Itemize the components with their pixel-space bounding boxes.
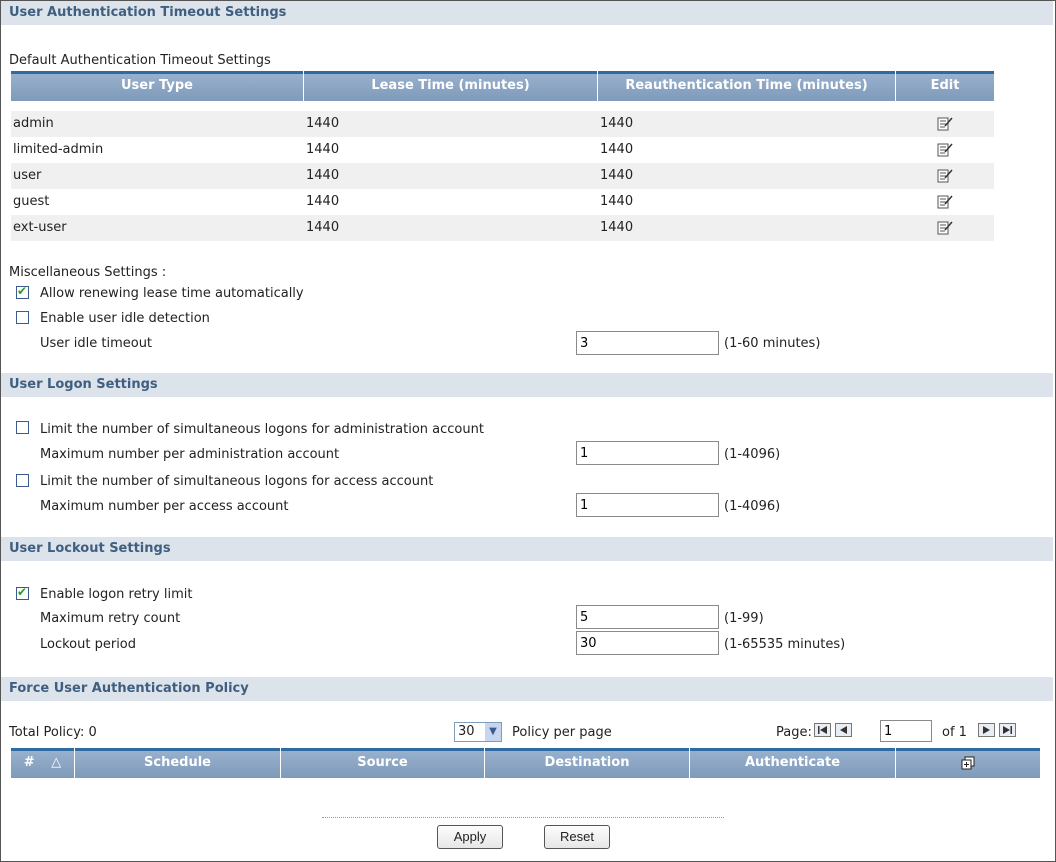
admin-max-input[interactable] <box>576 441 719 465</box>
per-page-value: 30 <box>458 724 475 739</box>
add-policy-button[interactable] <box>896 748 1040 778</box>
col-user-type: User Type <box>11 71 304 101</box>
access-max-input[interactable] <box>576 493 719 517</box>
cell-lease: 1440 <box>306 142 340 157</box>
access-max-label: Maximum number per access account <box>40 499 289 514</box>
edit-icon[interactable] <box>937 142 953 158</box>
cell-reauth: 1440 <box>600 116 634 131</box>
first-page-icon[interactable] <box>814 723 831 737</box>
misc-settings-label: Miscellaneous Settings : <box>9 265 167 280</box>
cell-reauth: 1440 <box>600 194 634 209</box>
default-timeout-label: Default Authentication Timeout Settings <box>9 53 271 68</box>
cell-user-type: admin <box>13 116 54 131</box>
per-page-select[interactable] <box>454 722 502 742</box>
col-lease-time: Lease Time (minutes) <box>304 71 598 101</box>
renew-lease-checkbox[interactable] <box>16 286 29 299</box>
cell-reauth: 1440 <box>600 220 634 235</box>
col-destination[interactable]: Destination <box>485 748 690 778</box>
retry-limit-label: Enable logon retry limit <box>40 587 193 602</box>
cell-user-type: guest <box>13 194 50 209</box>
sort-icon[interactable]: △ <box>51 755 62 770</box>
cell-user-type: limited-admin <box>13 142 104 157</box>
idle-timeout-input[interactable] <box>576 331 719 355</box>
edit-icon[interactable] <box>937 194 953 210</box>
cell-lease: 1440 <box>306 194 340 209</box>
col-edit: Edit <box>896 71 994 101</box>
table-row <box>11 137 994 163</box>
cell-user-type: user <box>13 168 42 183</box>
apply-button[interactable]: Apply <box>437 825 503 849</box>
admin-limit-label: Limit the number of simultaneous logons for administration account <box>40 422 484 437</box>
table-row <box>11 189 994 215</box>
section-title-timeout: User Authentication Timeout Settings <box>1 1 1053 25</box>
col-schedule[interactable]: Schedule <box>75 748 281 778</box>
idle-timeout-label: User idle timeout <box>40 336 153 351</box>
cell-reauth: 1440 <box>600 168 634 183</box>
admin-limit-checkbox[interactable] <box>16 421 29 434</box>
reset-button[interactable]: Reset <box>544 825 610 849</box>
renew-lease-label: Allow renewing lease time automatically <box>40 286 304 301</box>
max-retry-input[interactable] <box>576 605 719 629</box>
col-number[interactable] <box>11 748 75 778</box>
lockout-period-range: (1-65535 minutes) <box>724 637 846 652</box>
col-reauth-time: Reauthentication Time (minutes) <box>598 71 896 101</box>
admin-max-label: Maximum number per administration account <box>40 447 340 462</box>
edit-icon[interactable] <box>937 116 953 132</box>
lockout-period-input[interactable] <box>576 631 719 655</box>
total-policy-label: Total Policy: 0 <box>9 725 97 740</box>
idle-timeout-range: (1-60 minutes) <box>724 336 821 351</box>
page-input[interactable] <box>880 720 932 742</box>
col-source[interactable]: Source <box>281 748 485 778</box>
admin-max-range: (1-4096) <box>724 447 781 462</box>
chevron-down-icon: ▼ <box>485 723 501 741</box>
add-icon <box>961 756 975 770</box>
table-row <box>11 215 994 241</box>
col-authenticate[interactable]: Authenticate <box>690 748 896 778</box>
cell-lease: 1440 <box>306 220 340 235</box>
per-page-label: Policy per page <box>512 725 612 740</box>
cell-reauth: 1440 <box>600 142 634 157</box>
max-retry-label: Maximum retry count <box>40 611 181 626</box>
edit-icon[interactable] <box>937 220 953 236</box>
access-limit-label: Limit the number of simultaneous logons for access account <box>40 474 434 489</box>
table-row <box>11 163 994 189</box>
access-limit-checkbox[interactable] <box>16 474 29 487</box>
retry-limit-checkbox[interactable] <box>16 587 29 600</box>
idle-detection-label: Enable user idle detection <box>40 311 210 326</box>
idle-detection-checkbox[interactable] <box>16 311 29 324</box>
access-max-range: (1-4096) <box>724 499 781 514</box>
page-of-label: of 1 <box>942 725 967 740</box>
next-page-icon[interactable] <box>978 723 995 737</box>
lockout-period-label: Lockout period <box>40 637 137 652</box>
table-row <box>11 111 994 137</box>
last-page-icon[interactable] <box>999 723 1016 737</box>
edit-icon[interactable] <box>937 168 953 184</box>
col-number-label: # <box>23 755 35 770</box>
max-retry-range: (1-99) <box>724 611 764 626</box>
section-title-policy: Force User Authentication Policy <box>1 677 1053 701</box>
cell-user-type: ext-user <box>13 220 67 235</box>
prev-page-icon[interactable] <box>835 723 852 737</box>
divider <box>322 817 724 818</box>
section-title-lockout: User Lockout Settings <box>1 537 1053 561</box>
cell-lease: 1440 <box>306 116 340 131</box>
section-title-logon: User Logon Settings <box>1 373 1053 397</box>
cell-lease: 1440 <box>306 168 340 183</box>
page-label: Page: <box>776 725 812 740</box>
